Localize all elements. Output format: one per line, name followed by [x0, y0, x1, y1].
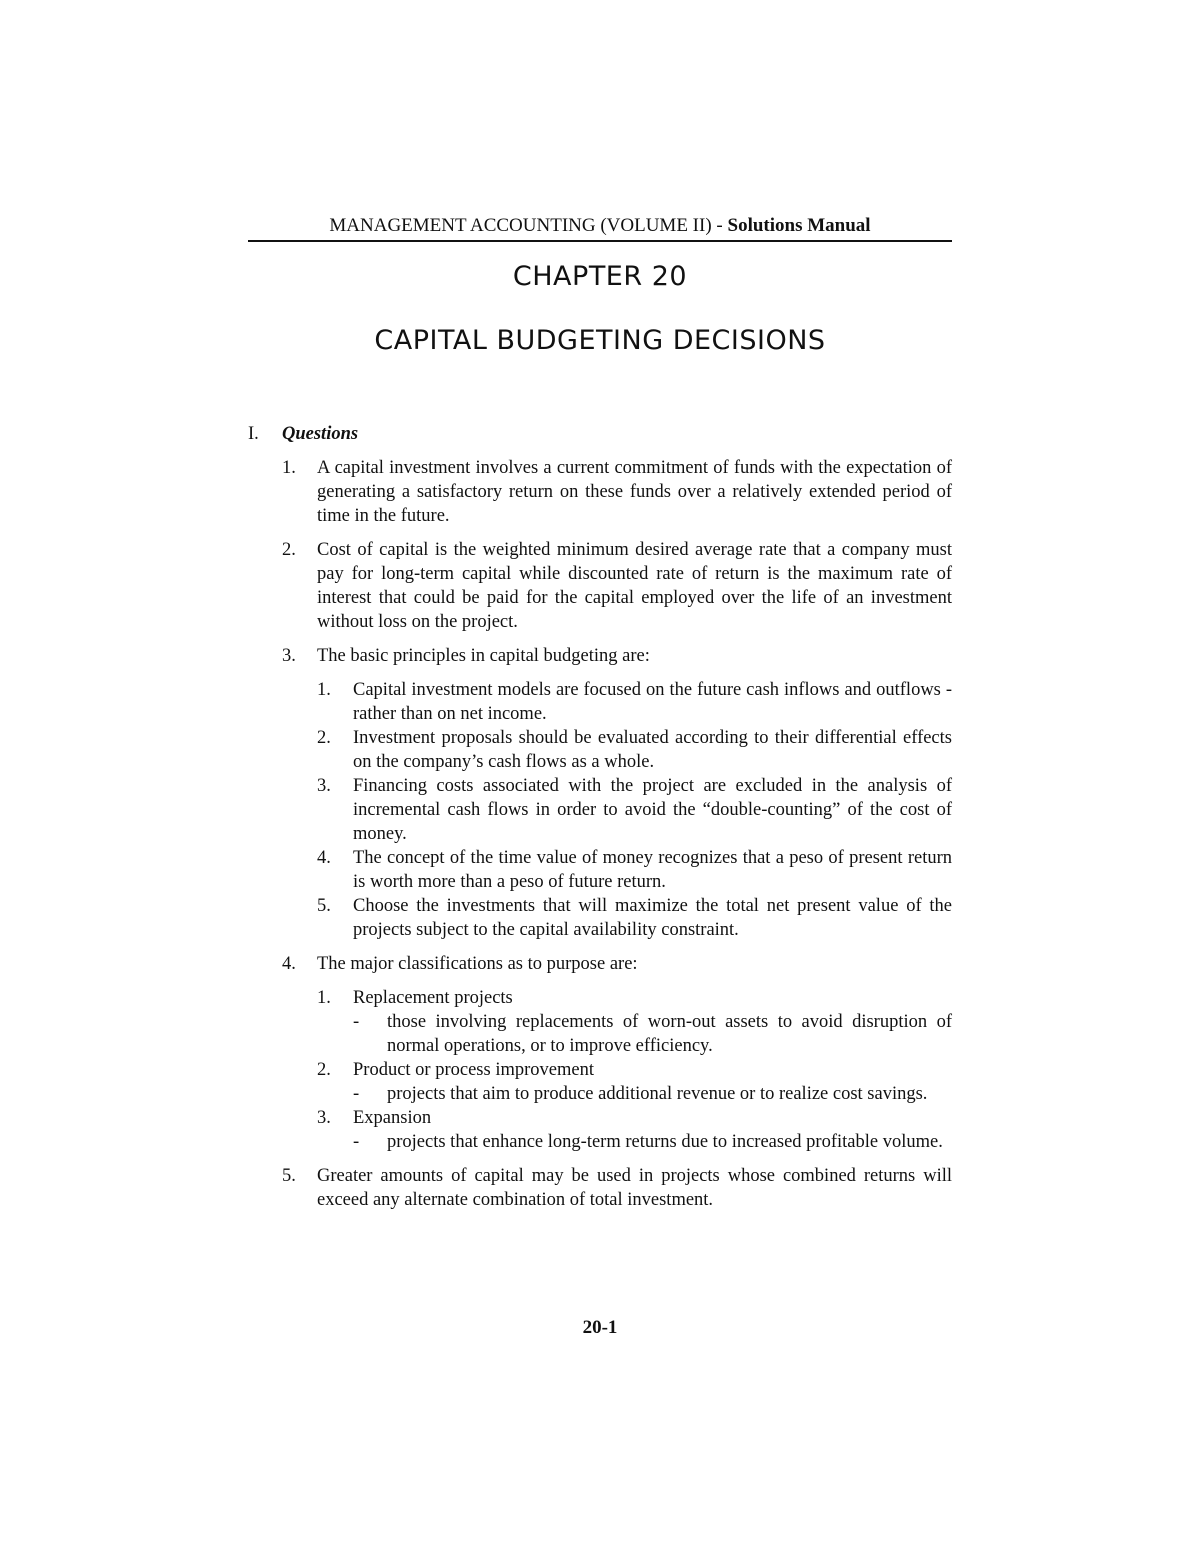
question-2 — [282, 538, 952, 634]
principles-list — [317, 678, 952, 942]
dash-marker: - — [353, 1012, 360, 1032]
list-item — [317, 894, 952, 942]
page-number: 20-1 — [582, 1317, 618, 1338]
question-number: 5. — [282, 1166, 296, 1186]
question-intro: The basic principles in capital budgeting are: — [317, 646, 650, 666]
running-header — [248, 214, 952, 238]
question-body — [317, 644, 952, 942]
chapter-title: CAPITAL BUDGETING DECISIONS — [374, 325, 826, 356]
list-item-detail — [353, 1130, 952, 1154]
question-text: A capital investment involves a current commitment of funds with the expectation of generating a satisfactory return on these funds over a relatively extended period of time in the future. — [317, 458, 952, 526]
list-item-body — [353, 1058, 952, 1106]
list-item-number: 5. — [317, 896, 331, 916]
classifications-list — [317, 986, 952, 1154]
list-item-number: 2. — [317, 1060, 331, 1080]
chapter-number: CHAPTER 20 — [512, 261, 688, 292]
question-body — [317, 952, 952, 1154]
detail-text: projects that aim to produce additional revenue or to realize cost savings. — [387, 1084, 928, 1104]
dash-marker: - — [353, 1132, 360, 1152]
list-item-body — [353, 986, 952, 1058]
list-item — [317, 726, 952, 774]
list-item-title: Replacement projects — [353, 988, 513, 1008]
question-1 — [282, 456, 952, 528]
question-text: Greater amounts of capital may be used in projects whose combined returns will exceed any alternate combination of total investment. — [317, 1166, 952, 1210]
question-5 — [282, 1164, 952, 1212]
list-item — [317, 986, 952, 1058]
list-item — [317, 678, 952, 726]
list-item-detail — [353, 1082, 952, 1106]
question-text: Cost of capital is the weighted minimum desired average rate that a company must pay for long-term capital while discounted rate of return is the maximum rate of interest that could be paid for the capital employed over the life of an investment without loss on the project. — [317, 540, 952, 632]
list-item-text: Choose the investments that will maximize the total net present value of the projects subject to the capital availability constraint. — [353, 896, 952, 940]
list-item-number: 1. — [317, 988, 331, 1008]
section-title: Questions — [282, 424, 359, 444]
question-4 — [282, 952, 952, 1154]
section-heading — [248, 422, 952, 446]
question-3 — [282, 644, 952, 942]
list-item-detail — [353, 1010, 952, 1058]
header-title: MANAGEMENT ACCOUNTING (VOLUME II) — [329, 215, 712, 236]
question-number: 2. — [282, 540, 296, 560]
list-item-title: Expansion — [353, 1108, 432, 1128]
dash-marker: - — [353, 1084, 360, 1104]
list-item — [317, 1106, 952, 1154]
list-item-number: 4. — [317, 848, 331, 868]
list-item-text: Financing costs associated with the project are excluded in the analysis of incremental cash flows in order to avoid the “double-counting” of the cost of money. — [353, 776, 952, 844]
list-item-body — [353, 1106, 952, 1154]
list-item-text: Investment proposals should be evaluated according to their differential effects on the company’s cash flows as a whole. — [353, 728, 952, 772]
list-item-title: Product or process improvement — [353, 1060, 594, 1080]
question-intro: The major classifications as to purpose are: — [317, 954, 638, 974]
list-item — [317, 846, 952, 894]
header-separator: - — [711, 215, 728, 236]
list-item-number: 3. — [317, 1108, 331, 1128]
header-rule — [248, 240, 952, 242]
list-item-text: Capital investment models are focused on the future cash inflows and outflows - rather than on net income. — [353, 680, 952, 724]
question-number: 4. — [282, 954, 296, 974]
question-number: 3. — [282, 646, 296, 666]
section-numeral: I. — [248, 424, 259, 444]
questions-section — [248, 422, 952, 1222]
list-item — [317, 774, 952, 846]
list-item-number: 3. — [317, 776, 331, 796]
list-item-text: The concept of the time value of money recognizes that a peso of present return is worth more than a peso of future return. — [353, 848, 952, 892]
detail-text: projects that enhance long-term returns due to increased profitable volume. — [387, 1132, 943, 1152]
header-subtitle: Solutions Manual — [727, 215, 871, 236]
detail-text: those involving replacements of worn-out assets to avoid disruption of normal operations, or to improve efficiency. — [387, 1012, 952, 1056]
list-item-number: 2. — [317, 728, 331, 748]
question-number: 1. — [282, 458, 296, 478]
list-item-number: 1. — [317, 680, 331, 700]
list-item — [317, 1058, 952, 1106]
